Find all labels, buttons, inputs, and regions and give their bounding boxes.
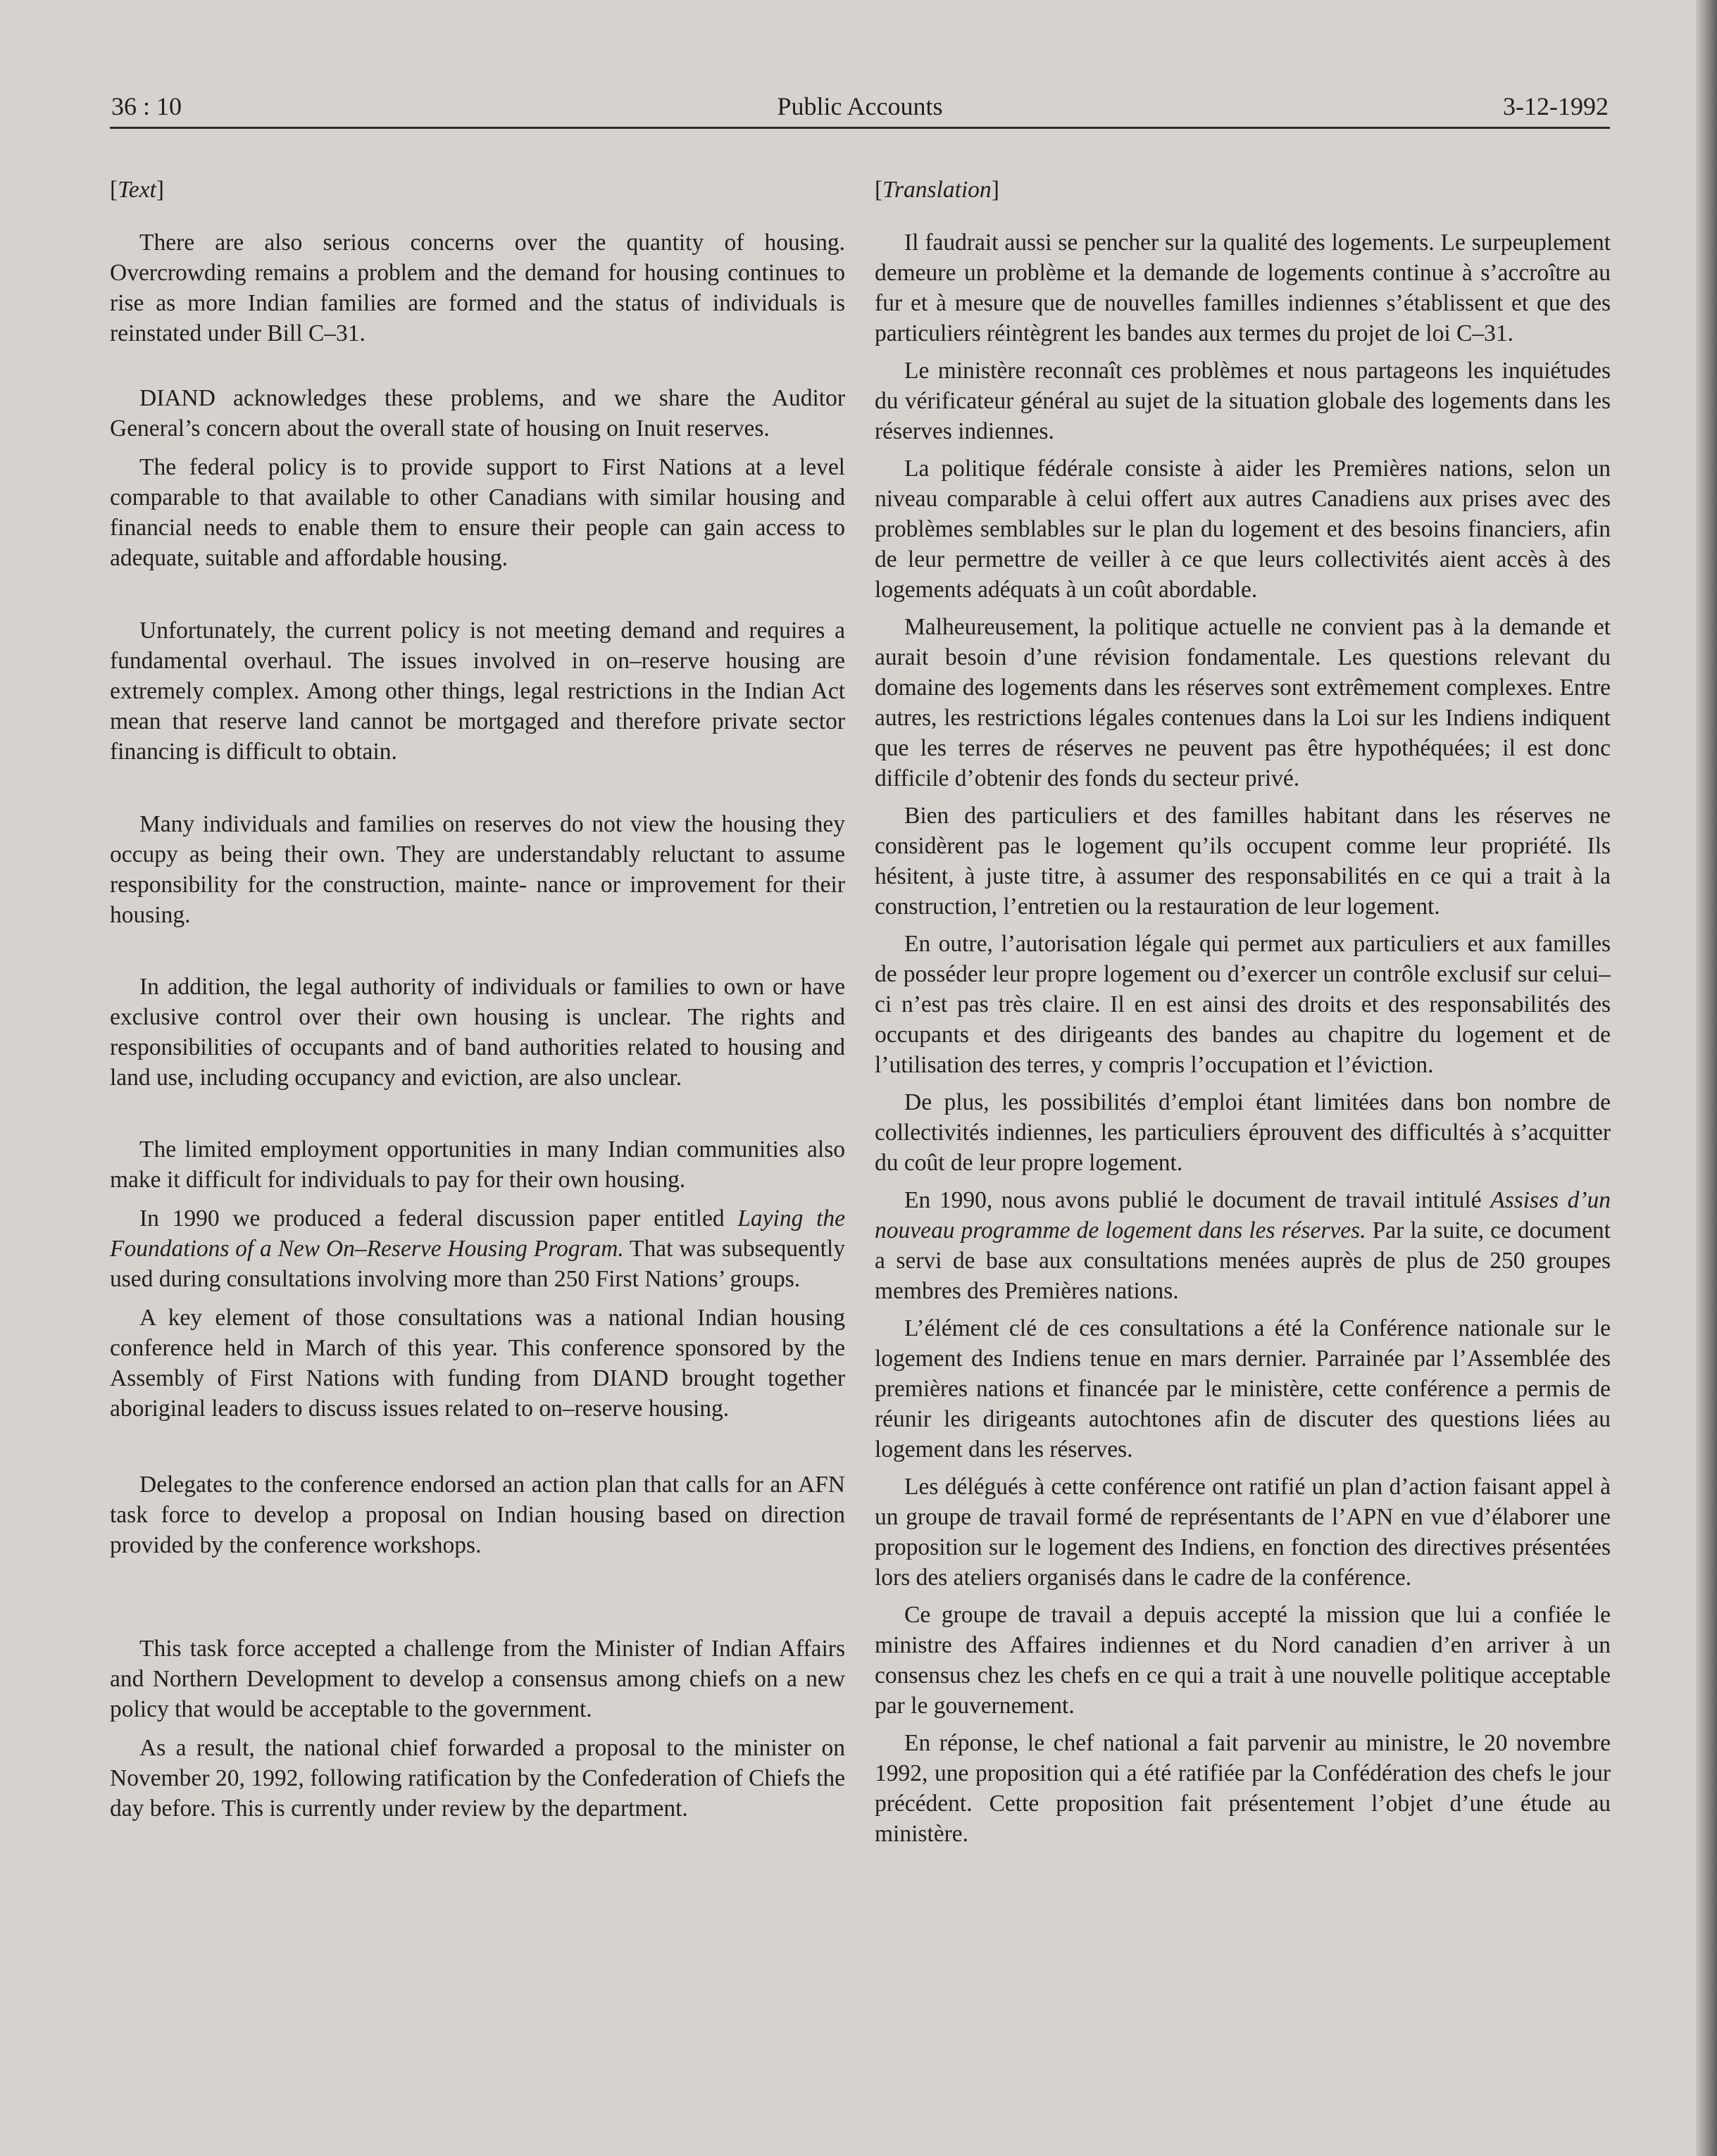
discussion-paper-title: Laying the Foundations of a New On–Reserve Housing Program.: [110, 1205, 845, 1262]
english-paragraph: A key element of those consultations was a national Indian housing conference held in March of this year. This conference sponsored by the Assembly of First Nations with funding from DIAND brought together aboriginal leaders to discuss issues related to on–reserve housing.: [110, 1305, 845, 1422]
document-title: Assises d’un nouveau programme de logement dans les réserves.: [875, 1187, 1611, 1243]
english-paragraph: This task force accepted a challenge from the Minister of Indian Affairs and Northern Development to develop a consensus among chiefs on a new policy that would be acceptable to the government.: [110, 1636, 845, 1722]
french-paragraph: Bien des particuliers et des familles habitant dans les réserves ne considèrent pas le logement qu’ils occupent comme leur propriété. Ils hésitent, à juste titre, à assumer des responsabilités en ce qui a trait à la construction, l’entretien ou la restauration de leur logement.: [875, 803, 1611, 920]
english-paragraph: The federal policy is to provide support to First Nations at a level comparable to that available to other Canadians with similar housing and financial needs to enable them to ensure their people can gain access to adequate, suitable and affordable housing.: [110, 454, 845, 571]
french-paragraph: Ce groupe de travail a depuis accepté la mission que lui a confiée le ministre des Affaires indiennes et du Nord canadien d’en arriver à un consensus chez les chefs en ce qui a trait à une nouvelle politique acceptable par le gouvernement.: [875, 1602, 1611, 1719]
french-paragraph: L’élément clé de ces consultations a été la Conférence nationale sur le logement des Indiens tenue en mars dernier. Parrainée par l’Assemblée des premières nations et financée par le ministère, cette conférence a permis de réunir les dirigeants autochtones afin de discuter des questions liées au logement dans les réserves.: [875, 1315, 1611, 1462]
sitting-date: 3-12-1992: [1503, 92, 1609, 120]
page-binding-edge: [1696, 0, 1717, 2156]
english-paragraph: DIAND acknowledges these problems, and we share the Auditor General’s concern about the overall state of housing on Inuit reserves.: [110, 385, 845, 441]
french-paragraph: En réponse, le chef national a fait parvenir au ministre, le 20 novembre 1992, une proposition qui a été ratifiée par la Confédération des chefs le jour précédent. Cette proposition fait présentement l’objet d’une étude au ministère.: [875, 1730, 1611, 1847]
english-paragraph: The limited employment opportunities in many Indian communities also make it difficult for individuals to pay for their own housing.: [110, 1136, 845, 1193]
page-number: 36 : 10: [111, 92, 182, 120]
french-paragraph: Malheureusement, la politique actuelle ne convient pas à la demande et aurait besoin d’une révision fondamentale. Les questions relevant du domaine des logements dans les réserves sont extrêmement complexes. Entre autres, les restrictions légales contenues dans la Loi sur les Indiens indiquent que les terres de réserves ne peuvent pas être hypothéquées; il est donc difficile d’obtenir des fonds du secteur privé.: [875, 614, 1611, 791]
running-title: Public Accounts: [777, 92, 943, 120]
french-paragraph: En outre, l’autorisation légale qui permet aux particuliers et aux familles de posséder leur propre logement ou d’exercer un contrôle exclusif sur celui–ci n’est pas très claire. Il en est ainsi des droits et des responsabilités des occupants et des dirigeants des bandes au chapitre du logement et de l’utilisation des terres, y compris l’occupation et l’éviction.: [875, 931, 1611, 1078]
english-paragraph: There are also serious concerns over the quantity of housing. Overcrowding remains a problem and the demand for housing continues to rise as more Indian families are formed and the status of individuals is reinstated under Bill C–31.: [110, 230, 845, 346]
english-column-label: [Text]: [110, 177, 164, 203]
english-paragraph: Unfortunately, the current policy is not meeting demand and requires a fundamental overhaul. The issues involved in on–reserve housing are extremely complex. Among other things, legal restrictions in the Indian Act mean that reserve land cannot be mortgaged and therefore private sector financing is difficult to obtain.: [110, 618, 845, 765]
english-paragraph: As a result, the national chief forwarded a proposal to the minister on November 20, 1992, following ratification by the Confederation of Chiefs the day before. This is currently under review by the department.: [110, 1735, 845, 1822]
english-column: [110, 175, 845, 1824]
english-paragraph: In 1990 we produced a federal discussion paper entitled Laying the Foundations of a New On–Reserve Housing Program. That was subsequently used during consultations involving more than 250 First Nations’ groups.: [110, 1205, 845, 1292]
french-paragraph: De plus, les possibilités d’emploi étant limitées dans bon nombre de collectivités indiennes, les particuliers éprouvent des difficultés à s’acquitter du coût de leur propre logement.: [875, 1089, 1611, 1176]
english-paragraph: Delegates to the conference endorsed an action plan that calls for an AFN task force to develop a proposal on Indian housing based on direction provided by the conference workshops.: [110, 1472, 845, 1558]
page-header: [110, 87, 1610, 129]
english-paragraph: Many individuals and families on reserves do not view the housing they occupy as being their own. They are understandably reluctant to assume responsibility for the construction, mainte- nance or improvement for their housing.: [110, 811, 845, 928]
english-paragraph: In addition, the legal authority of individuals or families to own or have exclusive control over their own housing is unclear. The rights and responsibilities of occupants and of band authorities related to housing and land use, including occupancy and eviction, are also unclear.: [110, 974, 845, 1091]
french-column: [875, 175, 1611, 1849]
french-paragraph: En 1990, nous avons publié le document de travail intitulé Assises d’un nouveau programme de logement dans les réserves. Par la suite, ce document a servi de base aux consultations menées auprès de plus de 250 groupes membres des Premières nations.: [875, 1187, 1611, 1304]
french-paragraph: Il faudrait aussi se pencher sur la qualité des logements. Le surpeuplement demeure un problème et la demande de logements continue à s’accroître au fur et à mesure que de nouvelles familles indiennes s’établissent et que des particuliers réintègrent les bandes aux termes du projet de loi C–31.: [875, 230, 1611, 346]
french-column-label: [Translation]: [875, 177, 999, 203]
french-paragraph: Le ministère reconnaît ces problèmes et nous partageons les inquiétudes du vérificateur général au sujet de la situation globale des logements dans les réserves indiennes.: [875, 358, 1611, 444]
french-paragraph: La politique fédérale consiste à aider les Premières nations, selon un niveau comparable à celui offert aux autres Canadiens aux prises avec des problèmes semblables sur le plan du logement et des besoins financiers, afin de leur permettre de veiller à ce que leurs collectivités aient accès à des logements adéquats à un coût abordable.: [875, 456, 1611, 603]
french-paragraph: Les délégués à cette conférence ont ratifié un plan d’action faisant appel à un groupe de travail formé de représentants de l’APN en vue d’élaborer une proposition sur le logement des Indiens, en fonction des directives présentées lors des ateliers organisés dans le cadre de la conférence.: [875, 1474, 1611, 1591]
